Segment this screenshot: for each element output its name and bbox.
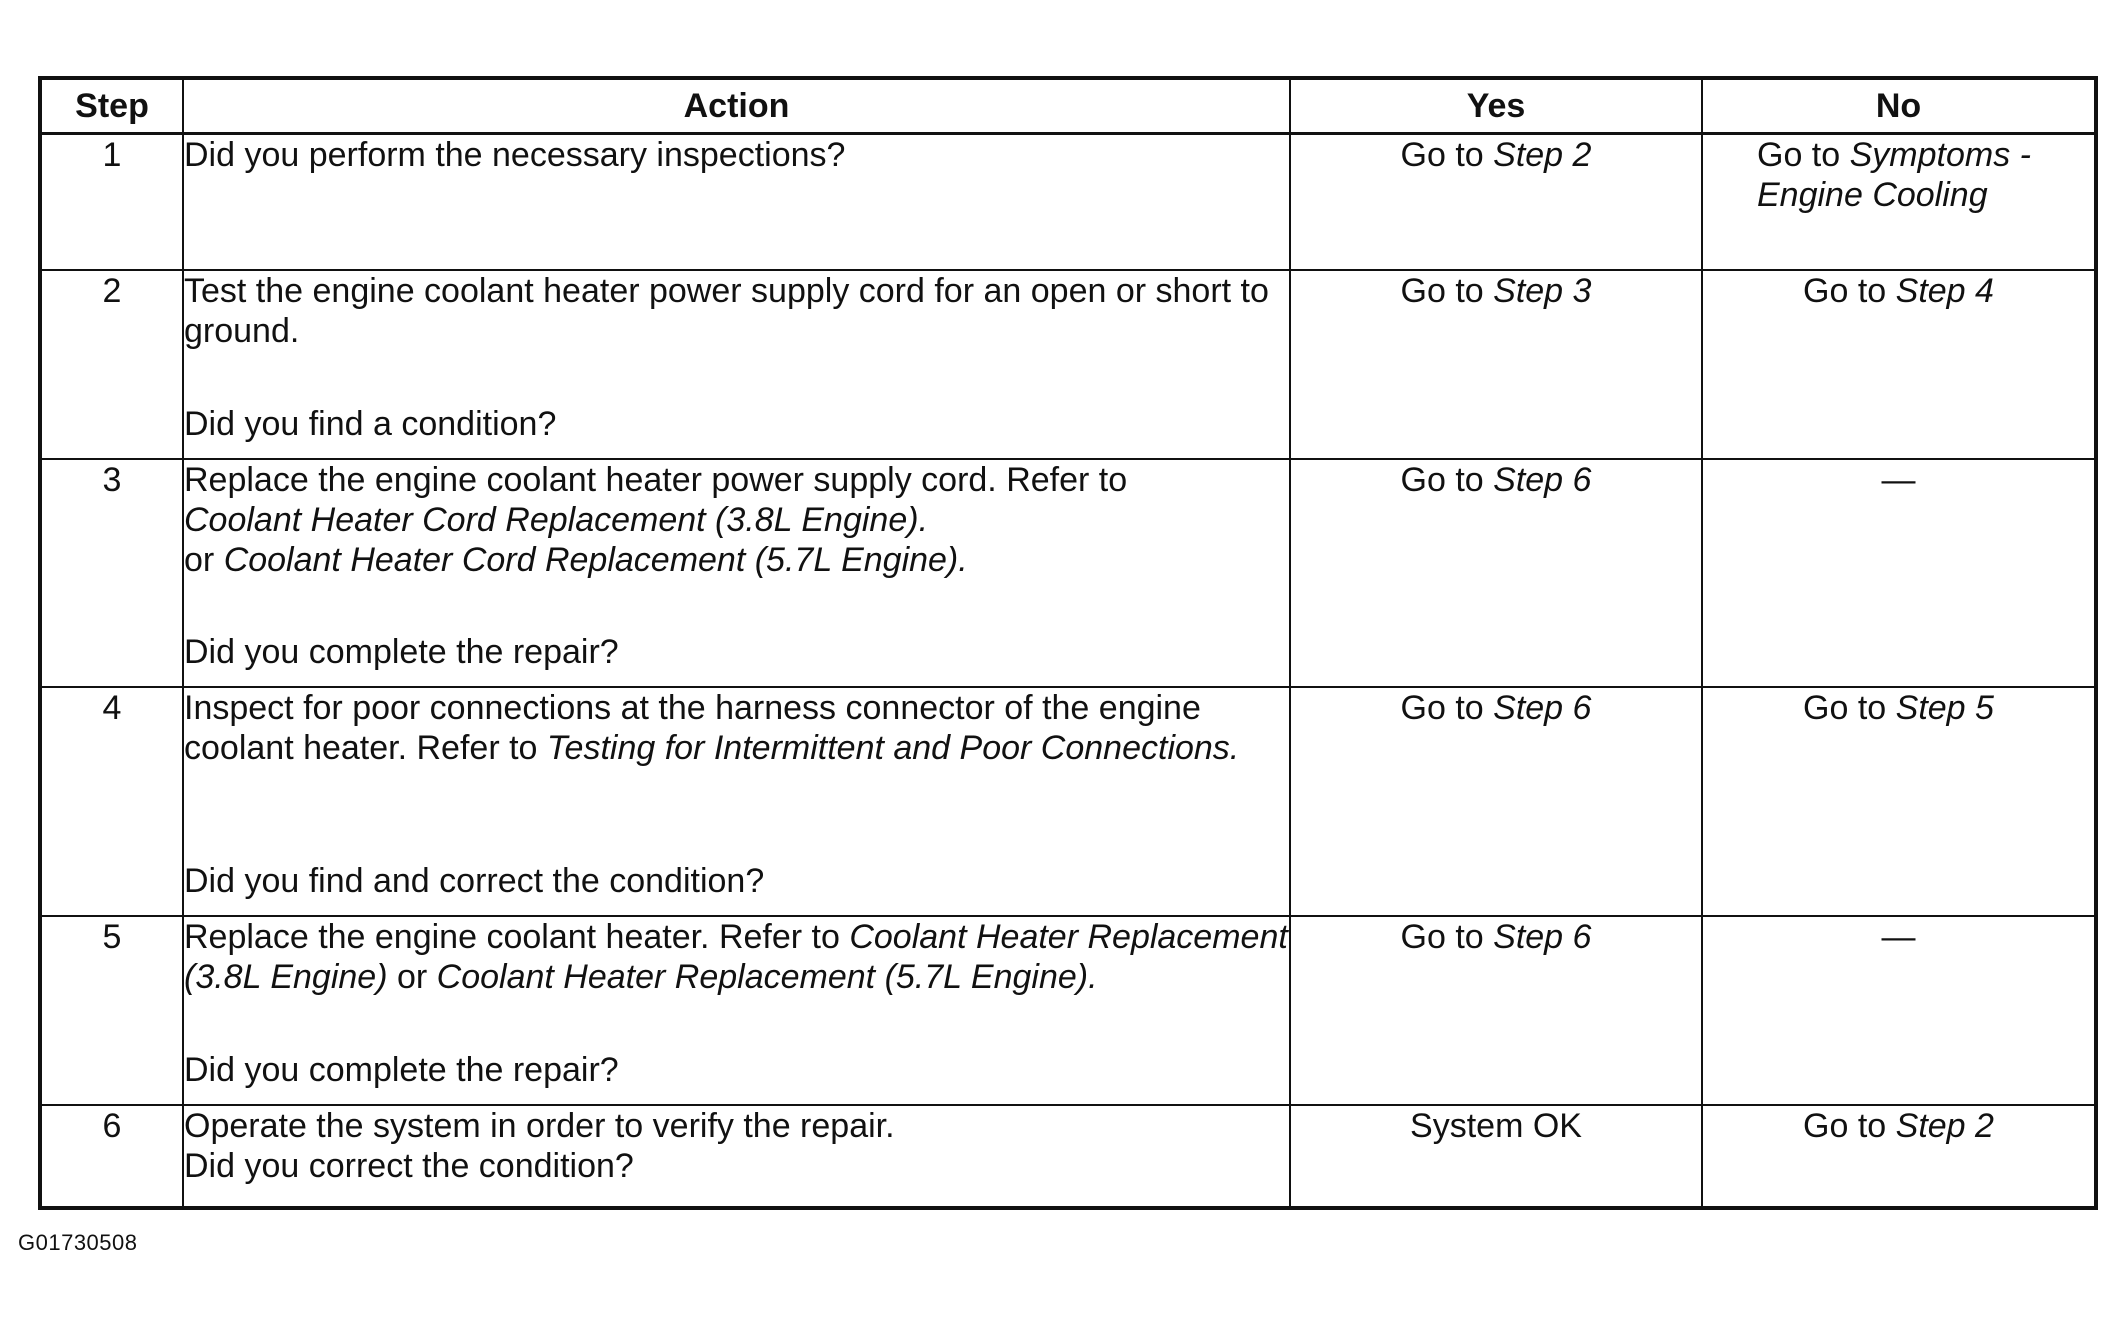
table-row — [40, 459, 2096, 687]
yes-prefix: Go to — [1400, 271, 1494, 310]
action-cell — [183, 134, 1290, 270]
action-text — [184, 688, 1289, 768]
action-question: Did you find a condition? — [184, 404, 557, 443]
action-instruction: Replace the engine coolant heater. Refer to — [184, 917, 850, 956]
yes-cell — [1290, 916, 1702, 1105]
yes-step-link[interactable]: Step 6 — [1493, 460, 1592, 499]
yes-step-link[interactable]: Step 6 — [1493, 917, 1592, 956]
step-number: 5 — [40, 916, 183, 1105]
table-row — [40, 687, 2096, 916]
step-number: 2 — [40, 270, 183, 459]
table-row — [40, 270, 2096, 459]
yes-cell — [1290, 1105, 1702, 1208]
action-text: Test the engine coolant heater power supply cord for an open or short to ground. — [184, 271, 1269, 350]
header-yes: Yes — [1290, 78, 1702, 134]
figure-id: G01730508 — [18, 1230, 138, 1255]
step-number: 1 — [40, 134, 183, 270]
yes-cell — [1290, 134, 1702, 270]
reference-link[interactable]: Coolant Heater Cord Replacement (3.8L Engine). — [184, 500, 929, 539]
action-cell — [183, 270, 1290, 459]
action-text — [184, 460, 1289, 580]
header-step: Step — [40, 78, 183, 134]
action-or: or — [184, 540, 224, 579]
action-text: Did you perform the necessary inspections? — [184, 136, 846, 174]
action-text — [184, 917, 1289, 997]
header-row — [40, 78, 2096, 134]
step-number: 3 — [40, 459, 183, 687]
yes-step-link[interactable]: Step 2 — [1493, 136, 1592, 174]
step-number: 4 — [40, 687, 183, 916]
action-cell — [183, 687, 1290, 916]
yes-cell — [1290, 270, 1702, 459]
no-prefix: Go to — [1803, 271, 1896, 310]
reference-link[interactable]: Testing for Intermittent and Poor Connections. — [546, 728, 1240, 767]
yes-prefix: Go to — [1400, 136, 1494, 174]
yes-result: System OK — [1410, 1106, 1582, 1145]
step-number: 6 — [40, 1105, 183, 1208]
action-text: Operate the system in order to verify the repair. — [184, 1106, 895, 1145]
reference-link[interactable]: Coolant Heater Replacement (3.8L Engine) — [184, 917, 1288, 996]
yes-prefix: Go to — [1400, 460, 1494, 499]
table-row — [40, 1105, 2096, 1208]
no-prefix: Go to — [1803, 688, 1896, 727]
header-action: Action — [183, 78, 1290, 134]
diagnostic-table — [38, 76, 2098, 1210]
reference-link[interactable]: Coolant Heater Cord Replacement (5.7L Engine). — [223, 540, 968, 579]
no-cell — [1702, 459, 2096, 687]
yes-prefix: Go to — [1400, 917, 1494, 956]
action-question: Did you complete the repair? — [184, 632, 619, 671]
no-cell — [1702, 916, 2096, 1105]
action-cell — [183, 1105, 1290, 1208]
no-prefix: Go to — [1757, 136, 1850, 174]
no-cell — [1702, 687, 2096, 916]
yes-cell — [1290, 687, 1702, 916]
header-no: No — [1702, 78, 2096, 134]
no-step-link[interactable]: Step 5 — [1895, 688, 1994, 727]
no-cell — [1702, 134, 2096, 270]
yes-prefix: Go to — [1400, 688, 1494, 727]
no-dash: — — [1881, 917, 1916, 956]
no-cell — [1702, 1105, 2096, 1208]
yes-cell — [1290, 459, 1702, 687]
no-cell — [1702, 270, 2096, 459]
action-cell — [183, 459, 1290, 687]
action-question: Did you find and correct the condition? — [184, 861, 765, 900]
action-instruction: Inspect for poor connections at the harness connector of the engine coolant heater. Refer to — [184, 688, 1201, 767]
no-step-link[interactable]: Step 2 — [1895, 1106, 1994, 1145]
action-or: or — [387, 957, 437, 996]
action-question: Did you correct the condition? — [184, 1146, 634, 1185]
no-dash: — — [1881, 460, 1916, 499]
no-symptoms-link[interactable]: Symptoms - Engine Cooling — [1757, 136, 2031, 214]
action-instruction: Replace the engine coolant heater power supply cord. Refer to — [184, 460, 1128, 499]
yes-step-link[interactable]: Step 3 — [1493, 271, 1592, 310]
yes-step-link[interactable]: Step 6 — [1493, 688, 1592, 727]
reference-link[interactable]: Coolant Heater Replacement (5.7L Engine). — [436, 957, 1098, 996]
action-question: Did you complete the repair? — [184, 1050, 619, 1089]
table-row — [40, 916, 2096, 1105]
action-cell — [183, 916, 1290, 1105]
no-prefix: Go to — [1803, 1106, 1896, 1145]
no-step-link[interactable]: Step 4 — [1895, 271, 1994, 310]
table-row — [40, 134, 2096, 270]
